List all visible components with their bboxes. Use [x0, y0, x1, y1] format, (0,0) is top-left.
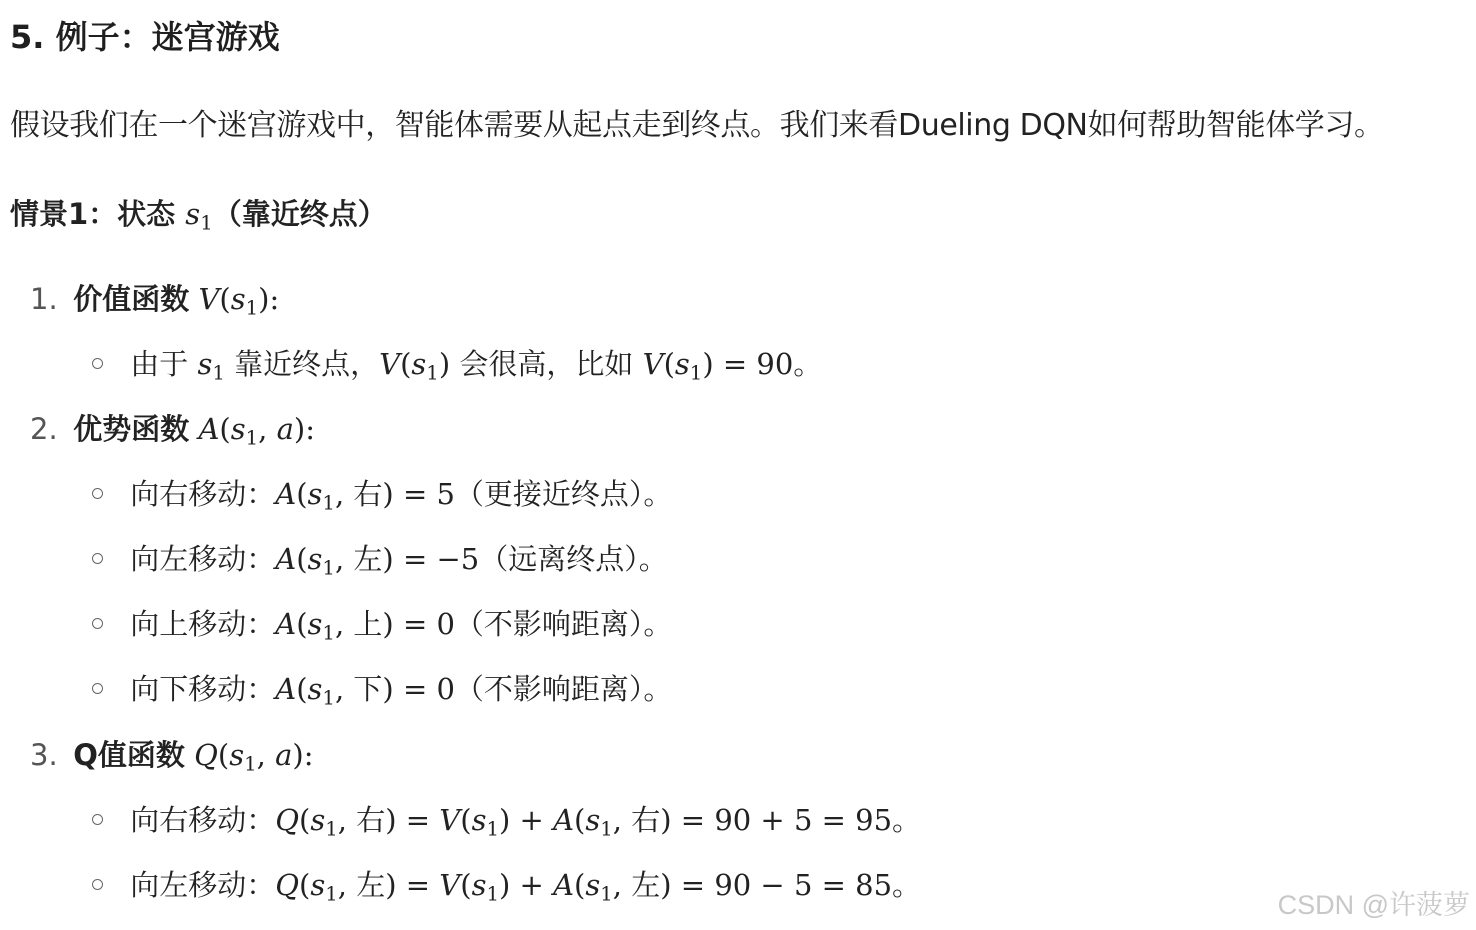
list-item-q-function: 3. Q值函数 $Q(s_1$, a):: [30, 738, 314, 776]
bullet-icon: [92, 618, 103, 629]
list-item-title: 价值函数: [73, 282, 190, 316]
formula: V: [198, 282, 220, 316]
list-item: 向左移动：$Q(s_1$, 左) = $V(s_1) + A(s_1$, 左) = 90 − 5 = 85。: [92, 863, 921, 906]
scenario-suffix: （靠近终点）: [212, 197, 387, 231]
list-item: 向右移动：$Q(s_1$, 右) = $V(s_1) + A(s_1$, 右) = 90 + 5 = 95。: [92, 798, 921, 841]
list-item-title: 优势函数: [73, 412, 190, 446]
bullet-icon: [92, 488, 103, 499]
scenario-heading: [10, 192, 387, 235]
list-item: 向右移动：$A(s_1$, 右) = 5（更接近终点）。: [92, 472, 672, 515]
bullet-icon: [92, 683, 103, 694]
list-number: 1.: [30, 282, 58, 316]
intro-paragraph: 假设我们在一个迷宫游戏中，智能体需要从起点走到终点。我们来看Dueling DQN如何帮助智能体学习。: [10, 108, 1384, 143]
list-item: 向下移动：$A(s_1$, 下) = 0（不影响距离）。: [92, 667, 672, 710]
list-item-advantage-function: 2. 优势函数 $A(s_1$, a):: [30, 412, 315, 450]
list-item-title: Q值函数: [73, 738, 185, 772]
bullet-icon: [92, 879, 103, 890]
list-number: 3.: [30, 738, 58, 772]
bullet-icon: [92, 814, 103, 825]
bullet-icon: [92, 358, 103, 369]
list-item-value-function: 1. 价值函数 $V(s_1)$:: [30, 282, 280, 320]
list-number: 2.: [30, 412, 58, 446]
scenario-label: 情景1：状态: [10, 197, 176, 231]
list-item: 由于 $s_1$ 靠近终点，$V(s_1)$ 会很高，比如 $V(s_1) = 90$。: [92, 342, 822, 385]
watermark: CSDN @许菠萝: [1277, 890, 1470, 920]
section-heading: 5. 例子：迷宫游戏: [10, 18, 280, 56]
scenario-state-var: $s_1$: [185, 197, 213, 235]
list-item: 向上移动：$A(s_1$, 上) = 0（不影响距离）。: [92, 602, 672, 645]
formula: Q: [194, 738, 218, 772]
bullet-icon: [92, 553, 103, 564]
formula: A: [198, 412, 220, 446]
list-item: 向左移动：$A(s_1$, 左) = −5（远离终点）。: [92, 537, 668, 580]
